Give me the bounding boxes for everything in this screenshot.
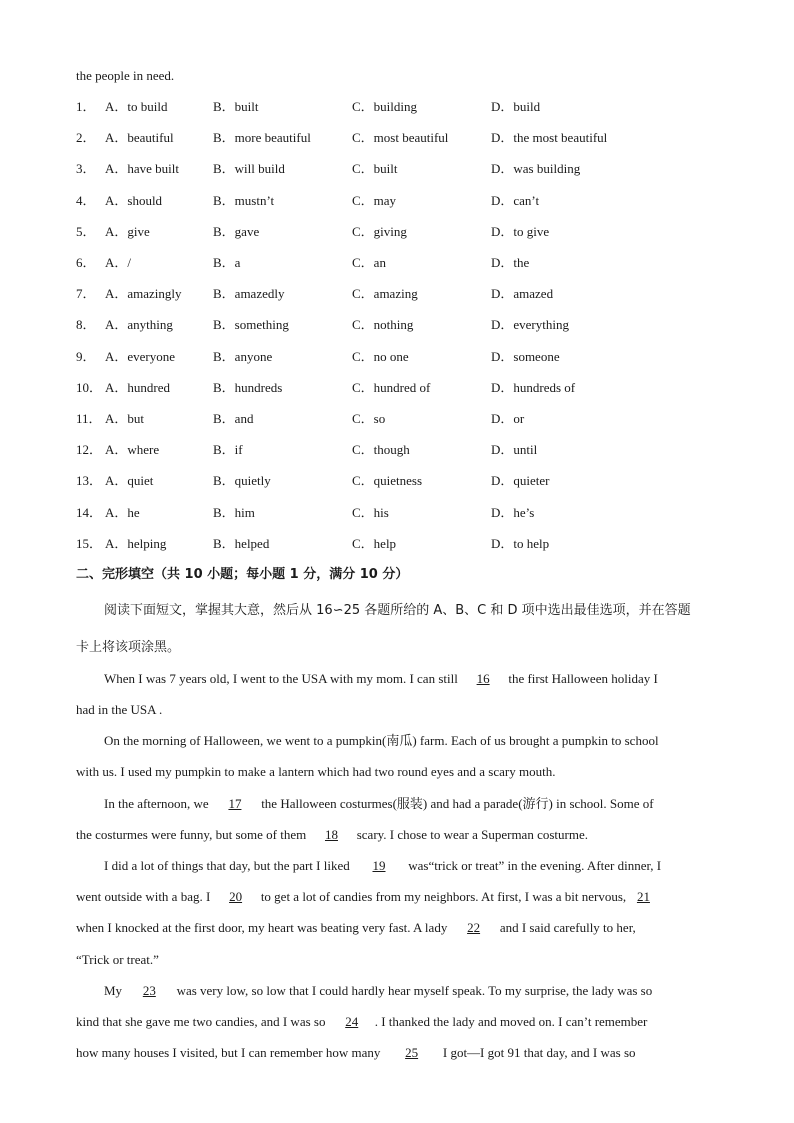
option-c[interactable]: C．nothing	[352, 317, 414, 332]
option-a[interactable]: A．anything	[105, 317, 173, 332]
option-c[interactable]: C．so	[352, 411, 386, 426]
option-c[interactable]: C．building	[352, 99, 418, 114]
question-number: 12．	[76, 442, 103, 457]
option-a[interactable]: A．where	[105, 442, 160, 457]
text-run: was very low, so low that I could hardly hear myself speak. To my surprise, the lady was so	[173, 983, 653, 998]
option-a[interactable]: A．but	[105, 411, 145, 426]
passage-line: On the morning of Halloween, we went to a pumpkin(南瓜) farm. Each of us brought a pumpkin to school	[104, 733, 659, 748]
passage-line	[104, 670, 718, 688]
question-number: 13．	[76, 473, 103, 488]
blank-18[interactable]: 18	[324, 827, 338, 842]
passage-line: had in the USA .	[76, 702, 163, 717]
text-run: My	[104, 983, 126, 998]
option-c[interactable]: C．though	[352, 442, 410, 457]
option-a[interactable]: A．/	[105, 255, 132, 270]
option-c[interactable]: C．may	[352, 193, 397, 208]
passage-line	[76, 1044, 718, 1062]
option-b[interactable]: B．mustn’t	[213, 193, 275, 208]
question-number: 5．	[76, 224, 96, 239]
text-run: I did a lot of things that day, but the part I liked	[104, 858, 353, 873]
question-number: 4．	[76, 193, 96, 208]
text-run: went outside with a bag. I	[76, 889, 214, 904]
text-run: to get a lot of candies from my neighbors. At first, I was a bit nervous,	[257, 889, 630, 904]
question-number: 14．	[76, 505, 103, 520]
blank-23[interactable]: 23	[142, 983, 156, 998]
blank-20[interactable]: 20	[229, 889, 243, 904]
option-d[interactable]: D．amazed	[491, 286, 554, 301]
text-run: the first Halloween holiday I	[505, 671, 658, 686]
option-c[interactable]: C．no one	[352, 349, 409, 364]
option-c[interactable]: C．quietness	[352, 473, 423, 488]
text-run: how many houses I visited, but I can remember how many	[76, 1045, 384, 1060]
option-a[interactable]: A．he	[105, 505, 140, 520]
option-d[interactable]: D．quieter	[491, 473, 550, 488]
option-c[interactable]: C．built	[352, 161, 398, 176]
option-c[interactable]: C．his	[352, 505, 389, 520]
question-number: 10．	[76, 380, 103, 395]
blank-24[interactable]: 24	[345, 1014, 359, 1029]
blank-25[interactable]: 25	[405, 1045, 419, 1060]
option-b[interactable]: B．helped	[213, 536, 270, 551]
passage-line	[76, 919, 718, 937]
passage-line	[104, 982, 718, 1000]
blank-21[interactable]: 21	[636, 889, 650, 904]
option-d[interactable]: D．can’t	[491, 193, 540, 208]
option-b[interactable]: B．will build	[213, 161, 285, 176]
text-run: I got—I got 91 that day, and I was so	[439, 1045, 636, 1060]
option-d[interactable]: D．hundreds of	[491, 380, 576, 395]
option-b[interactable]: B．something	[213, 317, 289, 332]
text-run: kind that she gave me two candies, and I was so	[76, 1014, 329, 1029]
passage-line	[76, 826, 718, 844]
text-run: scary. I chose to wear a Superman costurme.	[353, 827, 588, 842]
option-c[interactable]: C．hundred of	[352, 380, 431, 395]
passage-line	[76, 1013, 718, 1031]
question-number: 15．	[76, 536, 103, 551]
option-c[interactable]: C．giving	[352, 224, 407, 239]
passage-line	[104, 857, 718, 875]
text-run: and I said carefully to her,	[496, 920, 636, 935]
option-a[interactable]: A．quiet	[105, 473, 154, 488]
instruction-line-2: 卡上将该项涂黑。	[76, 640, 181, 655]
passage-line: “Trick or treat.”	[76, 952, 159, 967]
text-run: In the afternoon, we	[104, 796, 212, 811]
option-c[interactable]: C．most beautiful	[352, 130, 449, 145]
option-c[interactable]: C．help	[352, 536, 397, 551]
text-run: When I was 7 years old, I went to the USA with my mom. I can still	[104, 671, 462, 686]
option-d[interactable]: D．the most beautiful	[491, 130, 608, 145]
option-a[interactable]: A．hundred	[105, 380, 170, 395]
option-b[interactable]: B．a	[213, 255, 241, 270]
question-number: 2．	[76, 130, 96, 145]
option-a[interactable]: A．amazingly	[105, 286, 182, 301]
intro-tail: the people in need.	[76, 68, 175, 83]
question-number: 11．	[76, 411, 102, 426]
option-b[interactable]: B．gave	[213, 224, 260, 239]
question-number: 1．	[76, 99, 96, 114]
option-d[interactable]: D．he’s	[491, 505, 535, 520]
text-run: the Halloween costurmes(服装) and had a parade(游行) in school. Some of	[257, 796, 654, 811]
instruction-line-1: 阅读下面短文，掌握其大意，然后从 16∽25 各题所给的 A、B、C 和 D 项中选出最佳选项，并在答题	[104, 603, 691, 618]
option-d[interactable]: D．was building	[491, 161, 581, 176]
option-d[interactable]: D．everything	[491, 317, 569, 332]
option-c[interactable]: C．amazing	[352, 286, 418, 301]
option-d[interactable]: D．the	[491, 255, 530, 270]
option-b[interactable]: B．and	[213, 411, 254, 426]
option-b[interactable]: B．him	[213, 505, 255, 520]
option-d[interactable]: D．to help	[491, 536, 550, 551]
text-run: when I knocked at the first door, my heart was beating very fast. A lady	[76, 920, 451, 935]
question-number: 3．	[76, 161, 96, 176]
question-number: 6．	[76, 255, 96, 270]
question-number: 8．	[76, 317, 96, 332]
text-run: the costurmes were funny, but some of them	[76, 827, 310, 842]
option-d[interactable]: D．someone	[491, 349, 560, 364]
option-b[interactable]: B．quietly	[213, 473, 271, 488]
passage-line	[76, 888, 718, 906]
option-a[interactable]: A．have built	[105, 161, 180, 176]
option-a[interactable]: A．should	[105, 193, 163, 208]
option-a[interactable]: A．to build	[105, 99, 168, 114]
passage-line	[104, 795, 718, 813]
option-a[interactable]: A．beautiful	[105, 130, 174, 145]
option-d[interactable]: D．to give	[491, 224, 550, 239]
option-b[interactable]: B．more beautiful	[213, 130, 311, 145]
question-number: 9．	[76, 349, 96, 364]
option-b[interactable]: B．anyone	[213, 349, 273, 364]
option-b[interactable]: B．amazedly	[213, 286, 285, 301]
option-d[interactable]: D．build	[491, 99, 541, 114]
text-run: was“trick or treat” in the evening. After dinner, I	[405, 858, 662, 873]
passage-line: with us. I used my pumpkin to make a lantern which had two round eyes and a scary mouth.	[76, 764, 556, 779]
text-run: . I thanked the lady and moved on. I can’t remember	[374, 1014, 648, 1029]
section-heading: 二、完形填空（共 10 小题；每小题 1 分，满分 10 分）	[76, 567, 409, 582]
option-a[interactable]: A．helping	[105, 536, 167, 551]
option-d[interactable]: D．until	[491, 442, 538, 457]
option-a[interactable]: A．give	[105, 224, 150, 239]
blank-19[interactable]: 19	[372, 858, 386, 873]
blank-22[interactable]: 22	[467, 920, 481, 935]
option-d[interactable]: D．or	[491, 411, 525, 426]
option-a[interactable]: A．everyone	[105, 349, 176, 364]
option-c[interactable]: C．an	[352, 255, 386, 270]
option-b[interactable]: B．hundreds	[213, 380, 283, 395]
blank-16[interactable]: 16	[476, 671, 490, 686]
option-b[interactable]: B．if	[213, 442, 243, 457]
blank-17[interactable]: 17	[228, 796, 242, 811]
question-number: 7．	[76, 286, 96, 301]
option-b[interactable]: B．built	[213, 99, 259, 114]
